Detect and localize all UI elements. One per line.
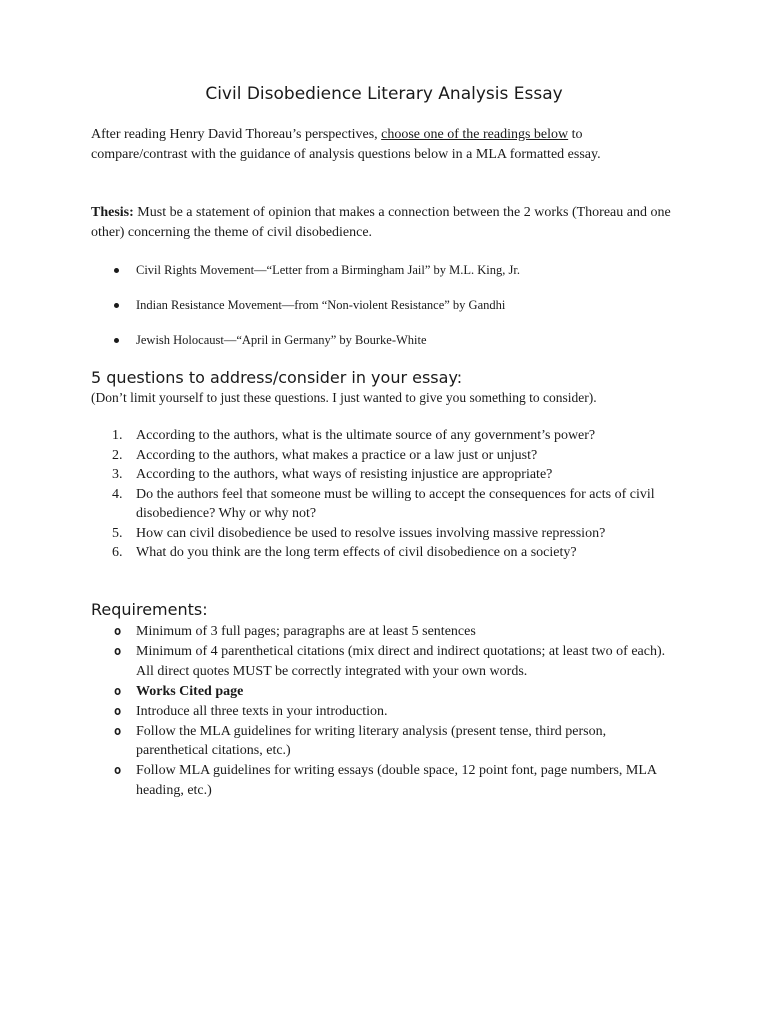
thesis-label: Thesis:	[91, 205, 134, 220]
requirement-text: Introduce all three texts in your introduction.	[136, 703, 388, 719]
question-text: Do the authors feel that someone must be willing to accept the consequences for acts of civil disobedience? Why or why not?	[136, 486, 655, 521]
question-item	[110, 465, 690, 485]
reading-text: Civil Rights Movement—“Letter from a Birmingham Jail” by M.L. King, Jr.	[136, 263, 520, 277]
bullet-icon	[114, 338, 119, 343]
hollow-bullet-icon: o	[114, 644, 122, 658]
intro-text-before: After reading Henry David Thoreau’s perspectives,	[91, 127, 382, 142]
question-item	[110, 446, 690, 466]
requirements-heading: Requirements:	[91, 600, 208, 619]
requirement-text: Minimum of 3 full pages; paragraphs are at least 5 sentences	[136, 624, 476, 639]
question-item	[110, 426, 690, 446]
reading-item	[110, 297, 520, 332]
requirement-item	[112, 622, 672, 642]
question-number: 6.	[112, 545, 123, 560]
requirement-text: Follow the MLA guidelines for writing literary analysis (present tense, third person, parenthetical citations, etc.)	[136, 723, 607, 758]
question-text: According to the authors, what makes a practice or a law just or unjust?	[136, 447, 538, 463]
question-number: 2.	[112, 447, 123, 463]
reading-text: Jewish Holocaust—“April in Germany” by Bourke-White	[136, 333, 427, 347]
requirement-item	[112, 642, 672, 681]
requirement-text-works-cited: Works Cited page	[136, 683, 244, 699]
reading-item	[110, 262, 520, 297]
question-number: 3.	[112, 467, 123, 482]
thesis-paragraph	[91, 203, 681, 242]
reading-text: Indian Resistance Movement—from “Non-violent Resistance” by Gandhi	[136, 298, 506, 312]
readings-link-text: choose one of the readings below	[381, 127, 569, 142]
question-text: According to the authors, what is the ultimate source of any government’s power?	[136, 428, 596, 443]
requirements-list	[112, 622, 672, 801]
intro-paragraph	[91, 125, 681, 164]
readings-list	[110, 262, 520, 367]
requirement-item	[112, 761, 672, 800]
hollow-bullet-icon: o	[114, 624, 122, 638]
question-text: What do you think are the long term effects of civil disobedience on a society?	[136, 545, 577, 560]
hollow-bullet-icon: o	[114, 683, 122, 698]
question-text: According to the authors, what ways of resisting injustice are appropriate?	[136, 467, 553, 482]
thesis-text: Must be a statement of opinion that makes a connection between the 2 works (Thoreau and one other) concerning the theme of civil disobedience.	[91, 205, 671, 240]
requirement-item	[112, 702, 672, 722]
requirement-text: Minimum of 4 parenthetical citations (mix direct and indirect quotations; at least two of each). All direct quotes MUST be correctly integrated with your own words.	[136, 644, 666, 679]
hollow-bullet-icon: o	[114, 703, 122, 718]
question-number: 1.	[112, 428, 123, 443]
question-item	[110, 543, 690, 563]
bullet-icon	[114, 303, 119, 308]
questions-note: (Don’t limit yourself to just these questions. I just wanted to give you something to consider).	[91, 390, 597, 405]
intro-text-after: to compare/contrast with the guidance of analysis questions below in a MLA formatted essay.	[91, 127, 601, 162]
questions-heading: 5 questions to address/consider in your essay:	[91, 368, 463, 387]
question-item	[110, 485, 690, 524]
requirement-item	[112, 682, 672, 702]
bullet-icon	[114, 268, 119, 273]
reading-item	[110, 332, 520, 367]
hollow-bullet-icon: o	[114, 763, 122, 777]
questions-list	[110, 426, 690, 563]
question-number: 5.	[112, 525, 123, 541]
question-item	[110, 524, 690, 544]
question-number: 4.	[112, 486, 123, 502]
hollow-bullet-icon: o	[114, 723, 122, 738]
requirement-text: Follow MLA guidelines for writing essays (double space, 12 point font, page numbers, MLA heading, etc.)	[136, 763, 657, 798]
document-title: Civil Disobedience Literary Analysis Essay	[205, 84, 563, 104]
requirement-item	[112, 722, 672, 761]
question-text: How can civil disobedience be used to resolve issues involving massive repression?	[136, 525, 606, 541]
